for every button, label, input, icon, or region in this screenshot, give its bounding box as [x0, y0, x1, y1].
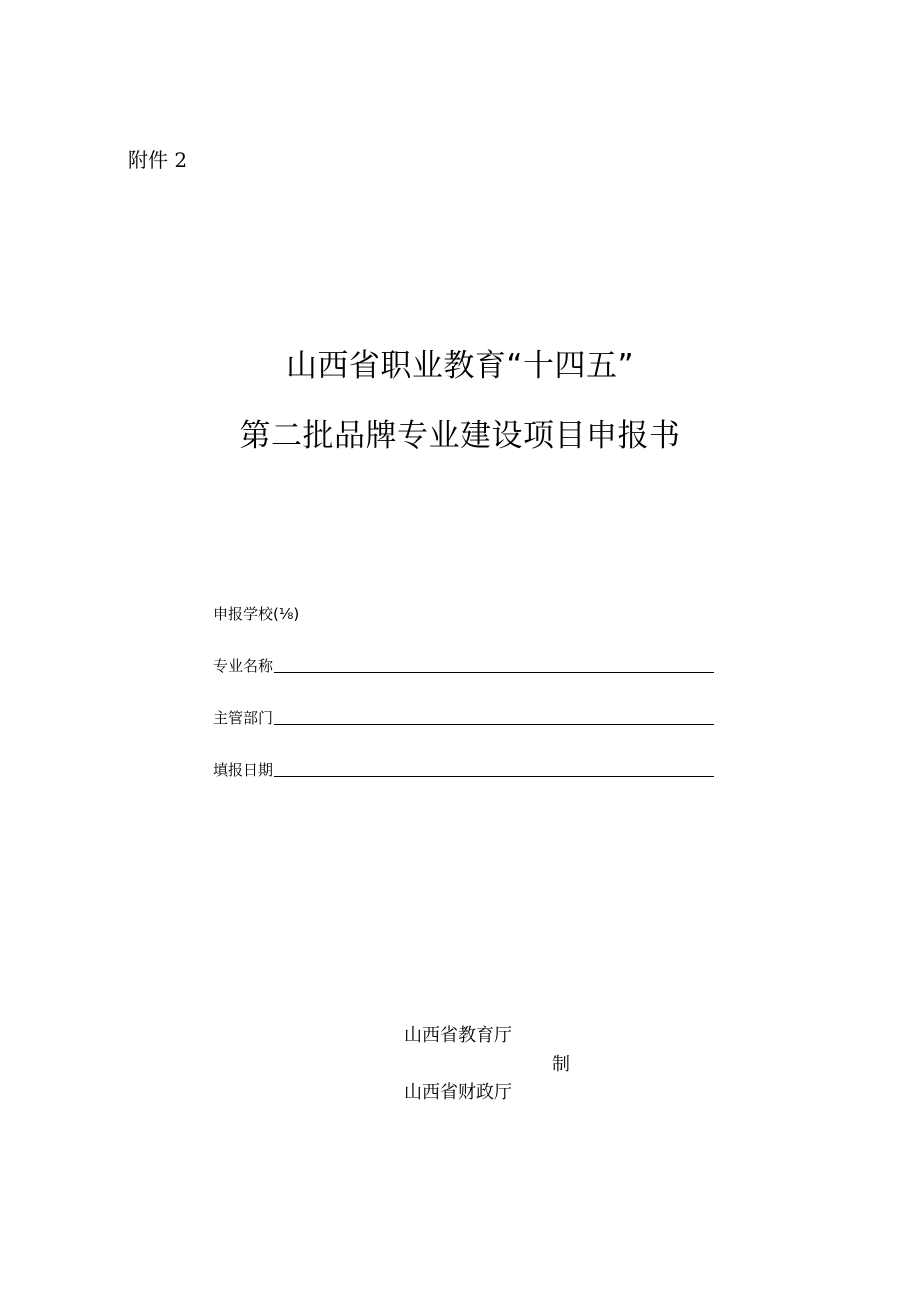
issuer-education-department: 山西省教育厅: [404, 1025, 512, 1046]
document-title-line-1: 山西省职业教育“十四五”: [285, 348, 635, 384]
document-title-line-2: 第二批品牌专业建设项目申报书: [239, 418, 681, 454]
field-supervising-department: [213, 702, 714, 728]
field-label: 主管部门: [213, 709, 274, 727]
attachment-label: 附件 2: [128, 148, 188, 172]
issuer-finance-department: 山西省财政厅: [404, 1082, 512, 1103]
field-blank-line: [274, 656, 714, 673]
field-label: 填报日期: [213, 761, 274, 779]
field-applicant-school: [213, 598, 299, 624]
field-blank-line: [274, 760, 714, 777]
field-label: 申报学校(⅛): [213, 605, 300, 623]
field-label: 专业名称: [213, 657, 274, 675]
field-blank-line: [274, 708, 714, 725]
issuer-made-by-mark: 制: [552, 1054, 570, 1075]
field-fill-date: [213, 754, 714, 780]
field-major-name: [213, 650, 714, 676]
